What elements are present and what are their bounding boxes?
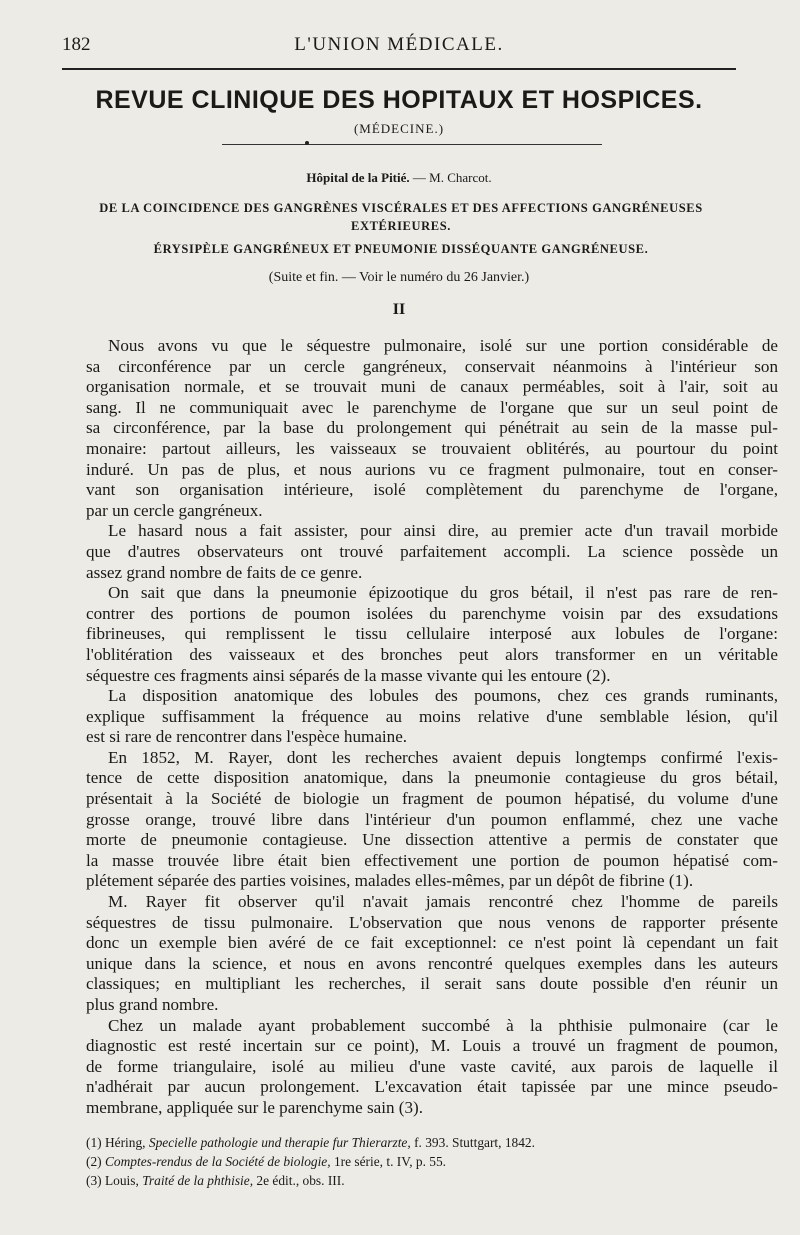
body-line: On sait que dans la pneumonie épizootique du gros bétail, il n'est pas rare de ren- [108, 583, 778, 603]
article-body [86, 336, 778, 1119]
body-line: sa circonférence par un cercle gangréneux, conservait néanmoins à l'intérieur son [86, 356, 778, 376]
body-line: classiques; en multipliant les recherches, il serait sans doute possible d'en réunir un [86, 974, 778, 994]
body-line: contrer des portions de poumon isolées du parenchyme voisin par des exsudations [86, 603, 778, 623]
footnotes [86, 1134, 778, 1190]
hospital-name: Hôpital de la Pitié. [306, 170, 410, 185]
running-header [62, 34, 736, 60]
body-line: M. Rayer fit observer qu'il n'avait jamais rencontré chez l'homme de pareils [108, 892, 778, 912]
body-line: induré. Un pas de plus, et nous aurions vu ce fragment pulmonaire, tout en conser- [86, 459, 778, 479]
body-line: Chez un malade ayant probablement succombé à la phthisie pulmonaire (car le [108, 1015, 778, 1035]
body-line: unique dans la science, et nous en avons rencontré quelques exemples dans les auteurs [86, 953, 778, 973]
section-divider [222, 144, 602, 145]
body-line: morte de pneumonie contagieuse. Une dissection attentive a permis de constater que [86, 830, 778, 850]
body-line: La disposition anatomique des lobules des poumons, chez ces grands ruminants, [108, 686, 778, 706]
body-line: Nous avons vu que le séquestre pulmonaire, isolé sur une portion considérable de [108, 336, 778, 355]
body-line: n'adhérait par aucun prolongement. L'excavation était tapissée par une mince pseudo- [86, 1077, 778, 1097]
footnote [86, 1134, 778, 1153]
section-subtitle: (MÉDECINE.) [353, 121, 445, 136]
body-line: organisation normale, et se trouvait muni de canaux perméables, soit à l'air, soit au [86, 377, 778, 397]
body-line: présentait à la Société de biologie un fragment de poumon hépatisé, du volume d'une [86, 789, 778, 809]
body-line: En 1852, M. Rayer, dont les recherches avaient depuis longtemps confirmé l'exis- [108, 747, 778, 767]
footnote-details: f. 393. Stuttgart, 1842. [414, 1135, 535, 1150]
body-line: l'oblitération des vaisseaux et des bronches peut alors transformer en un véritable [86, 644, 778, 664]
footnote-work: Comptes-rendus de la Société de biologie, [104, 1153, 331, 1169]
doctor-name: — M. Charcot. [409, 170, 492, 185]
body-line: séquestres de tissu pulmonaire. L'observation que nous venons de rapporter présente [86, 912, 778, 932]
footnote-details: 2e édit., obs. III. [256, 1172, 345, 1188]
footnote-number: (2) [86, 1153, 102, 1169]
part-number: II [392, 301, 406, 318]
article-title-line-3: ÉRYSIPÈLE GANGRÉNEUX ET PNEUMONIE DISSÉQUANTE GANGRÉNEUSE. [153, 242, 649, 256]
body-line: que d'autres observateurs ont trouvé parfaitement accompli. La science possède un [86, 541, 778, 561]
footnote-work: Specielle pathologie und therapie fur Thierarzte, [148, 1135, 411, 1150]
body-line: la masse trouvée libre était bien effectivement une portion de poumon hépatisé com- [86, 850, 778, 870]
body-line: fibrineuses, qui remplissent le tissu cellulaire interposé aux lobules de l'organe: [86, 624, 778, 644]
article-title-line-2: EXTÉRIEURES. [351, 219, 451, 233]
footnote-number: (1) [86, 1135, 102, 1150]
body-line: Le hasard nous a fait assister, pour ainsi dire, au premier acte d'un travail morbide [108, 521, 778, 541]
body-line: assez grand nombre de faits de ce genre. [86, 562, 363, 582]
running-title: L'UNION MÉDICALE. [294, 34, 504, 55]
body-line: grosse orange, trouvé libre dans l'intérieur d'un poumon enflammé, chez une vache [86, 809, 778, 829]
body-line: explique suffisamment la fréquence au moins relative d'une semblable lésion, qu'il [86, 706, 778, 726]
body-line: membrane, appliquée sur le parenchyme sain (3). [86, 1097, 423, 1117]
body-line: sang. Il ne communiquait avec le parenchyme de l'organe que sur un seul point de [86, 397, 778, 417]
page-number: 182 [62, 34, 91, 55]
body-line: plus grand nombre. [86, 995, 219, 1014]
body-line: est si rare de rencontrer dans l'espèce humaine. [86, 727, 408, 747]
body-line: séquestre ces fragments ainsi séparés de la masse vivante qui les entoure (2). [86, 665, 611, 685]
divider-ornament [305, 141, 309, 145]
body-line: de forme triangulaire, isolé au milieu d'une vaste cavité, aux parois de laquelle il [86, 1056, 778, 1076]
body-line: sa circonférence, par la base du prolongement qui pénétrait au sein de la masse pul- [86, 418, 778, 438]
body-line: tence de cette disposition anatomique, dans la pneumonie contagieuse du gros bétail, [86, 768, 778, 788]
header-rule [62, 68, 736, 70]
body-line: monaire: partout ailleurs, les vaisseaux se trouvaient oblitérés, au pourtour du point [86, 438, 778, 458]
footnote-work: Traité de la phthisie, [142, 1172, 254, 1188]
body-line: donc un exemple bien avéré de ce fait exceptionnel: ce n'est point là cependant un fait [86, 933, 778, 953]
body-line: diagnostic est resté incertain sur ce point), M. Louis a trouvé un fragment de poumon, [86, 1036, 778, 1056]
hospital-line [62, 170, 736, 186]
footnote-details: 1re série, t. IV, p. 55. [333, 1153, 447, 1169]
footnote-author: Héring, [104, 1135, 146, 1150]
continuation-note: (Suite et fin. — Voir le numéro du 26 Janvier.) [268, 270, 530, 285]
footnote [86, 1172, 778, 1191]
footnote [86, 1153, 778, 1172]
footnote-number: (3) [86, 1172, 102, 1188]
article-title-line-1: DE LA COINCIDENCE DES GANGRÈNES VISCÉRALES ET DES AFFECTIONS GANGRÉNEUSES [99, 201, 703, 215]
section-title: REVUE CLINIQUE DES HOPITAUX ET HOSPICES. [95, 86, 703, 114]
body-line: plétement séparée des parties voisines, malades elles-mêmes, par un dépôt de fibrine (1). [86, 871, 694, 891]
body-line: vant son organisation intérieure, isolé complètement du parenchyme de l'organe, [86, 480, 778, 500]
footnote-author: Louis, [104, 1172, 139, 1188]
body-line: par un cercle gangréneux. [86, 500, 263, 520]
